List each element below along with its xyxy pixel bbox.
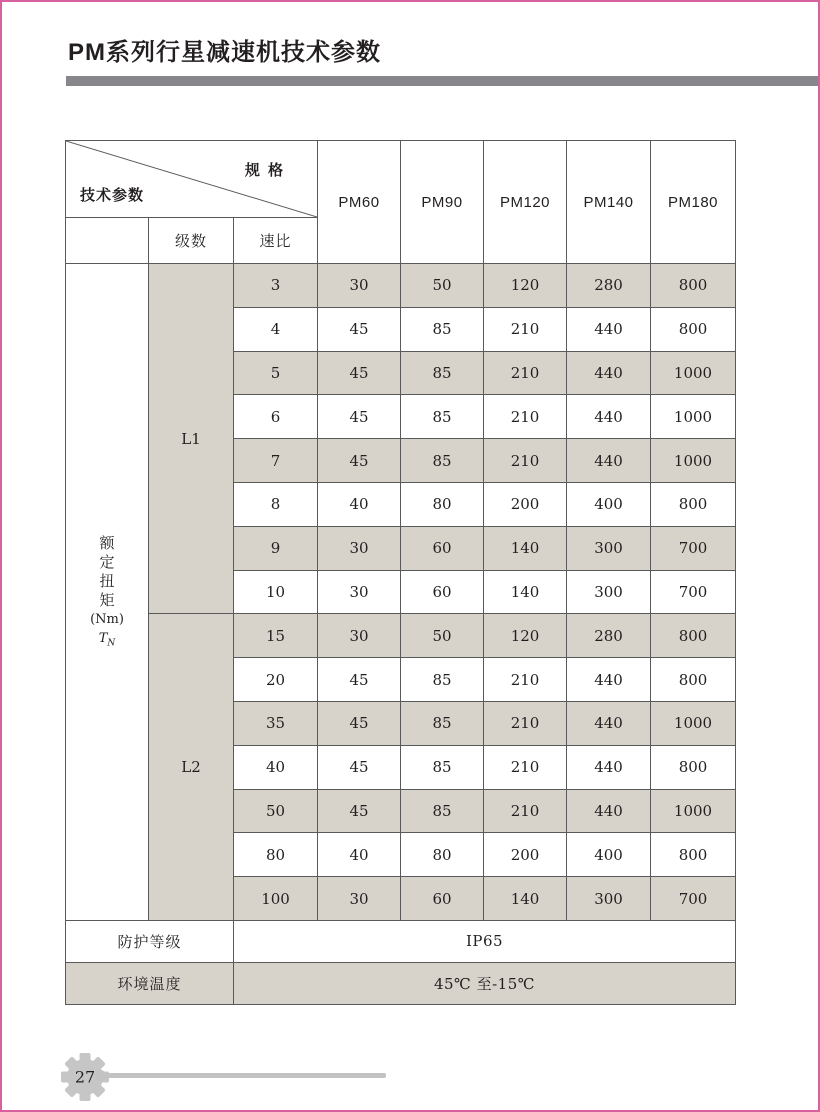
row-header-rated-torque: 额 定 扭 矩 (Nm) $T_N$ [66,264,149,921]
ratio-cell: 80 [234,833,318,877]
torque-value-cell: 85 [401,351,484,395]
title-underline-bar [66,76,818,86]
torque-value-cell: 45 [318,745,401,789]
torque-value-cell: 300 [567,877,651,921]
torque-value-cell: 280 [567,264,651,308]
ratio-cell: 35 [234,701,318,745]
torque-value-cell: 50 [401,614,484,658]
ambient-temperature-row [66,962,736,1004]
torque-value-cell: 30 [318,570,401,614]
torque-value-cell: 700 [651,526,736,570]
stage-header: 级数 [149,218,234,264]
ratio-cell: 100 [234,877,318,921]
torque-value-cell: 120 [484,264,567,308]
protection-class-row [66,920,736,962]
torque-value-cell: 30 [318,526,401,570]
ratio-cell: 8 [234,482,318,526]
empty-header-cell [66,218,149,264]
column-header-pm180: PM180 [651,141,736,264]
torque-value-cell: 1000 [651,789,736,833]
data-rows [66,264,736,921]
torque-value-cell: 60 [401,877,484,921]
protection-class-value: IP65 [234,920,736,962]
torque-value-cell: 45 [318,439,401,483]
torque-value-cell: 85 [401,395,484,439]
ratio-cell: 5 [234,351,318,395]
column-header-pm60: PM60 [318,141,401,264]
torque-value-cell: 200 [484,833,567,877]
torque-value-cell: 40 [318,482,401,526]
torque-value-cell: 30 [318,264,401,308]
torque-value-cell: 85 [401,789,484,833]
torque-value-cell: 700 [651,877,736,921]
torque-value-cell: 40 [318,833,401,877]
torque-value-cell: 85 [401,307,484,351]
stage-cell-l2: L2 [149,614,234,921]
torque-value-cell: 85 [401,745,484,789]
torque-value-cell: 800 [651,307,736,351]
column-header-pm120: PM120 [484,141,567,264]
torque-value-cell: 700 [651,570,736,614]
torque-value-cell: 210 [484,395,567,439]
torque-value-cell: 300 [567,526,651,570]
page-title: PM系列行星减速机技术参数 [68,39,381,66]
footer-rows [66,920,736,1004]
torque-value-cell: 210 [484,745,567,789]
torque-value-cell: 45 [318,658,401,702]
column-header-pm90: PM90 [401,141,484,264]
ratio-cell: 15 [234,614,318,658]
torque-value-cell: 210 [484,307,567,351]
torque-value-cell: 30 [318,877,401,921]
torque-value-cell: 200 [484,482,567,526]
ratio-cell: 20 [234,658,318,702]
torque-value-cell: 140 [484,877,567,921]
ratio-cell: 10 [234,570,318,614]
torque-value-cell: 210 [484,658,567,702]
ratio-cell: 3 [234,264,318,308]
torque-value-cell: 45 [318,351,401,395]
torque-value-cell: 140 [484,526,567,570]
torque-value-cell: 50 [401,264,484,308]
torque-value-cell: 800 [651,833,736,877]
diagonal-header-cell [66,141,318,218]
protection-class-label: 防护等级 [66,920,234,962]
torque-value-cell: 440 [567,701,651,745]
torque-value-cell: 400 [567,482,651,526]
torque-value-cell: 800 [651,614,736,658]
torque-value-cell: 80 [401,482,484,526]
torque-value-cell: 80 [401,833,484,877]
corner-label-spec: 规 格 [244,162,286,179]
ratio-header: 速比 [234,218,318,264]
torque-value-cell: 1000 [651,701,736,745]
torque-value-cell: 120 [484,614,567,658]
header-row-1 [66,141,736,218]
torque-value-cell: 1000 [651,439,736,483]
torque-value-cell: 45 [318,307,401,351]
spec-table [65,140,736,1005]
torque-value-cell: 210 [484,789,567,833]
ratio-cell: 4 [234,307,318,351]
torque-value-cell: 800 [651,264,736,308]
ratio-cell: 9 [234,526,318,570]
torque-value-cell: 440 [567,658,651,702]
torque-value-cell: 45 [318,395,401,439]
torque-value-cell: 210 [484,701,567,745]
torque-value-cell: 440 [567,789,651,833]
torque-value-cell: 800 [651,745,736,789]
torque-value-cell: 440 [567,307,651,351]
torque-value-cell: 30 [318,614,401,658]
ratio-cell: 40 [234,745,318,789]
torque-value-cell: 440 [567,351,651,395]
torque-value-cell: 440 [567,439,651,483]
torque-value-cell: 280 [567,614,651,658]
torque-value-cell: 85 [401,439,484,483]
torque-value-cell: 1000 [651,395,736,439]
stage-cell-l1: L1 [149,264,234,614]
torque-value-cell: 60 [401,570,484,614]
torque-value-cell: 300 [567,570,651,614]
ratio-cell: 50 [234,789,318,833]
torque-value-cell: 800 [651,658,736,702]
corner-label-parameters: 技术参数 [80,187,145,204]
ratio-cell: 6 [234,395,318,439]
page-number: 27 [74,1067,96,1087]
ambient-temperature-label: 环境温度 [66,962,234,1004]
table-row [66,614,736,658]
torque-value-cell: 440 [567,745,651,789]
torque-value-cell: 400 [567,833,651,877]
torque-value-cell: 60 [401,526,484,570]
torque-value-cell: 140 [484,570,567,614]
torque-value-cell: 85 [401,701,484,745]
torque-value-cell: 45 [318,789,401,833]
torque-value-cell: 800 [651,482,736,526]
footer-divider-line [102,1073,386,1078]
column-header-pm140: PM140 [567,141,651,264]
torque-value-cell: 210 [484,439,567,483]
table-row [66,264,736,308]
ambient-temperature-value: 45℃ 至-15℃ [234,962,736,1004]
torque-value-cell: 210 [484,351,567,395]
torque-value-cell: 1000 [651,351,736,395]
ratio-cell: 7 [234,439,318,483]
torque-value-cell: 440 [567,395,651,439]
torque-value-cell: 45 [318,701,401,745]
torque-value-cell: 85 [401,658,484,702]
